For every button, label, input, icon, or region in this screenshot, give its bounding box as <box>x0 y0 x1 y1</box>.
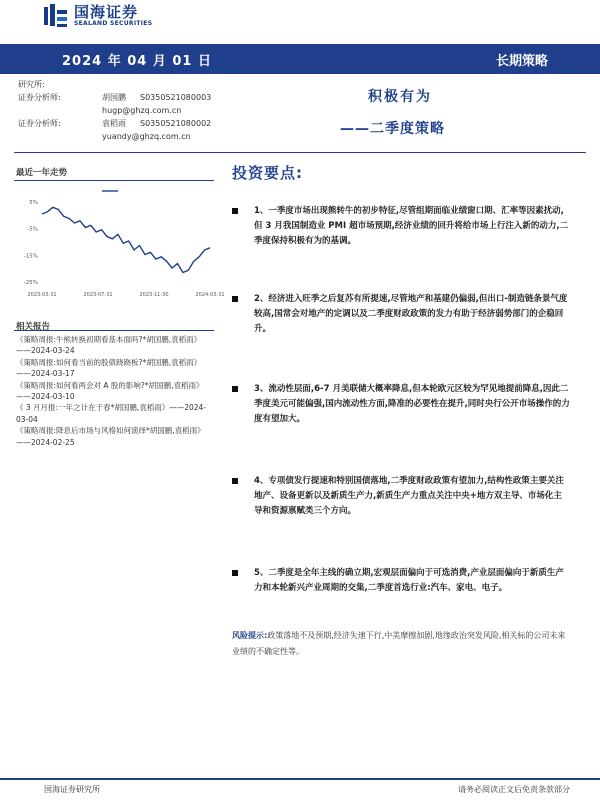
logo-name-cn: 国海证券 <box>74 3 139 21</box>
report-category: 长期策略 <box>495 54 548 69</box>
report-date: 2024 年 04 月 01 日 <box>62 54 212 69</box>
key-point <box>230 382 570 427</box>
related-report-item[interactable]: 《策略周报:如何看两会对 A 股的影响?*胡国鹏,袁稻雨》——2024-03-10 <box>16 380 204 402</box>
x-tick-label: 2023-03-31 <box>27 292 57 298</box>
key-point-text: 2、经济进入旺季之后复苏有所提速,尽管地产和基建仍偏弱,但出口-制造链条景气度较高,国常会对地产的定调以及二季度财政政策的发力有助于经济弱势部门的企稳回升。 <box>254 294 568 334</box>
y-tick-label: -5% <box>27 226 38 233</box>
analyst-cert: S0350521080003 <box>140 93 212 102</box>
bullet-square-icon <box>232 296 238 302</box>
related-reports-list <box>16 334 216 448</box>
analyst-label: 证券分析师: <box>18 93 61 102</box>
risk-notice <box>232 628 572 660</box>
key-point-text: 5、二季度是全年主线的确立期,宏观层面偏向于可选消费,产业层面偏向于新质生产力和本轮新兴产业周期的交集,二季度首选行业:汽车、家电、电子。 <box>254 568 564 593</box>
divider <box>14 152 586 153</box>
analyst-name: 袁稻雨 <box>102 119 126 128</box>
analyst-name: 胡国鹏 <box>102 93 126 102</box>
trend-label: 最近一年走势 <box>16 168 68 178</box>
header-band <box>0 44 600 74</box>
footer-rule <box>0 778 600 780</box>
y-tick-label: 5% <box>29 200 38 206</box>
report-title: 积极有为 <box>368 89 432 105</box>
report-subtitle: ——二季度策略 <box>340 121 445 137</box>
analyst-email[interactable]: yuandy@ghzq.com.cn <box>102 132 191 141</box>
related-report-item[interactable]: 《策略周报:如何看当前的股债跷跷板?*胡国鹏,袁稻雨》——2024-03-17 <box>16 357 202 379</box>
logo-name-en: SEALAND SECURITIES <box>74 20 153 27</box>
footer-disclaimer[interactable]: 请务必阅读正文后免责条款部分 <box>458 785 570 794</box>
company-logo <box>44 4 152 28</box>
key-point-text: 1、一季度市场出现熊转牛的初步特征,尽管组期面临业绩窗口期、汇率等因素扰动,但 3 月我国制造业 PMI 超市场预期,经济业绩的回升将给市场上行注入新的动力,二季度保持积极有为的基调。 <box>254 206 569 246</box>
x-tick-label: 2024-03-31 <box>195 292 225 298</box>
related-reports-label: 相关报告 <box>16 322 51 332</box>
risk-text: 政策落地不及预期,经济失速下行,中美摩擦加剧,地缘政治突发风险,相关标的公司未来业绩的不确定性等。 <box>232 631 566 656</box>
related-report-item[interactable]: 《 3 月月报:一年之计在于春*胡国鹏,袁稻雨》——2024-03-04 <box>16 403 206 424</box>
key-point-text: 3、流动性层面,6-7 月美联储大概率降息,但本轮欧元区较为罕见地提前降息,因此二季度美元可能偏强,国内流动性方面,降准的必要性在提升,同时央行公开市场操作的力度有望加大。 <box>254 384 570 424</box>
divider <box>14 180 214 181</box>
logo-mark-icon <box>44 4 68 28</box>
related-report-item[interactable]: 《策略周报:降息后市场与风格如何演绎*胡国鹏,袁稻雨》——2024-02-25 <box>16 426 205 447</box>
research-label: 研究所: <box>18 80 45 89</box>
key-point <box>230 204 570 249</box>
trend-chart <box>14 188 225 300</box>
key-point-text: 4、专项债发行提速和特别国债落地,二季度财政政策有望加力,结构性政策主要关注地产、设备更新以及新质生产力,新质生产力重点关注中央+地方双主导、市场化主导和资源禀赋类三个方向。 <box>254 476 564 516</box>
footer-org: 国海证券研究所 <box>44 785 100 794</box>
analyst-email[interactable]: hugp@ghzq.com.cn <box>102 106 182 115</box>
key-point <box>230 566 570 596</box>
y-tick-label: -15% <box>23 253 38 260</box>
key-points-title: 投资要点: <box>232 164 303 182</box>
trend-line <box>42 207 210 272</box>
key-point <box>230 292 570 337</box>
bullet-square-icon <box>232 478 238 484</box>
bullet-square-icon <box>232 570 238 576</box>
x-tick-label: 2023-11-30 <box>139 292 169 298</box>
x-tick-label: 2023-07-31 <box>83 292 113 298</box>
y-tick-label: -25% <box>23 280 38 286</box>
bullet-square-icon <box>232 386 238 392</box>
bullet-square-icon <box>232 208 238 214</box>
risk-label: 风险提示: <box>232 631 268 640</box>
analyst-label: 证券分析师: <box>18 119 61 128</box>
analyst-info <box>18 78 248 143</box>
related-report-item[interactable]: 《策略周报:牛熊转换初期看基本面吗?*胡国鹏,袁稻雨》——2024-03-24 <box>16 335 202 356</box>
key-point <box>230 474 570 519</box>
analyst-cert: S0350521080002 <box>140 119 212 128</box>
